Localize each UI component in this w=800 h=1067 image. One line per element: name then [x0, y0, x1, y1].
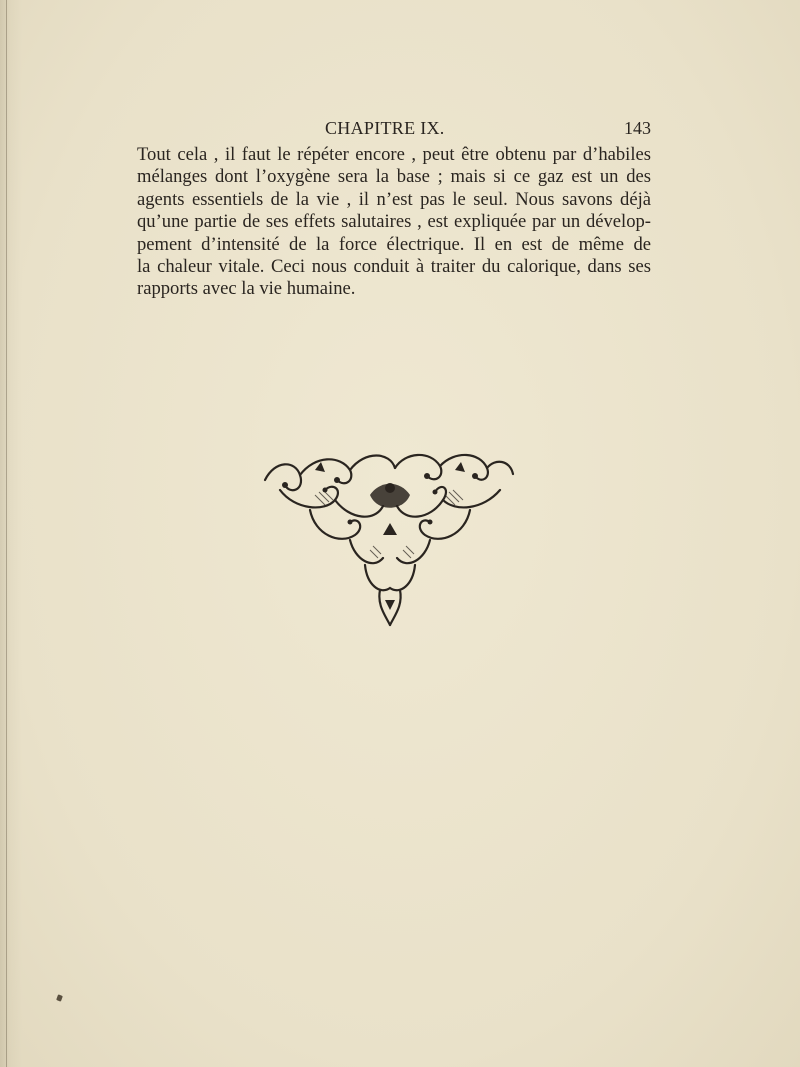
body-paragraph [137, 144, 651, 301]
chapter-title: CHAPITRE IX. [325, 118, 445, 138]
page-number: 143 [624, 118, 651, 138]
text-line: qu’une partie de ses effets salutaires , est expliquée par un dévelop- [137, 211, 651, 233]
text-line: agents essentiels de la vie , il n’est pas le seul. Nous savons déjà [137, 188, 651, 210]
text-line: mélanges dont l’oxygène sera la base ; mais si ce gaz est un des [137, 166, 651, 188]
text-line: rapports avec la vie humaine. [137, 278, 356, 300]
page-gutter-edge [6, 0, 7, 1067]
text-line: Tout cela , il faut le répéter encore , peut être obtenu par d’habiles [137, 144, 651, 165]
running-head [137, 118, 651, 140]
text-line: pement d’intensité de la force électrique. Il en est de même de [137, 233, 651, 255]
text-line: la chaleur vitale. Ceci nous conduit à traiter du calorique, dans ses [137, 256, 651, 278]
fleuron-tailpiece-icon [255, 440, 525, 630]
ink-speck [56, 994, 63, 1001]
